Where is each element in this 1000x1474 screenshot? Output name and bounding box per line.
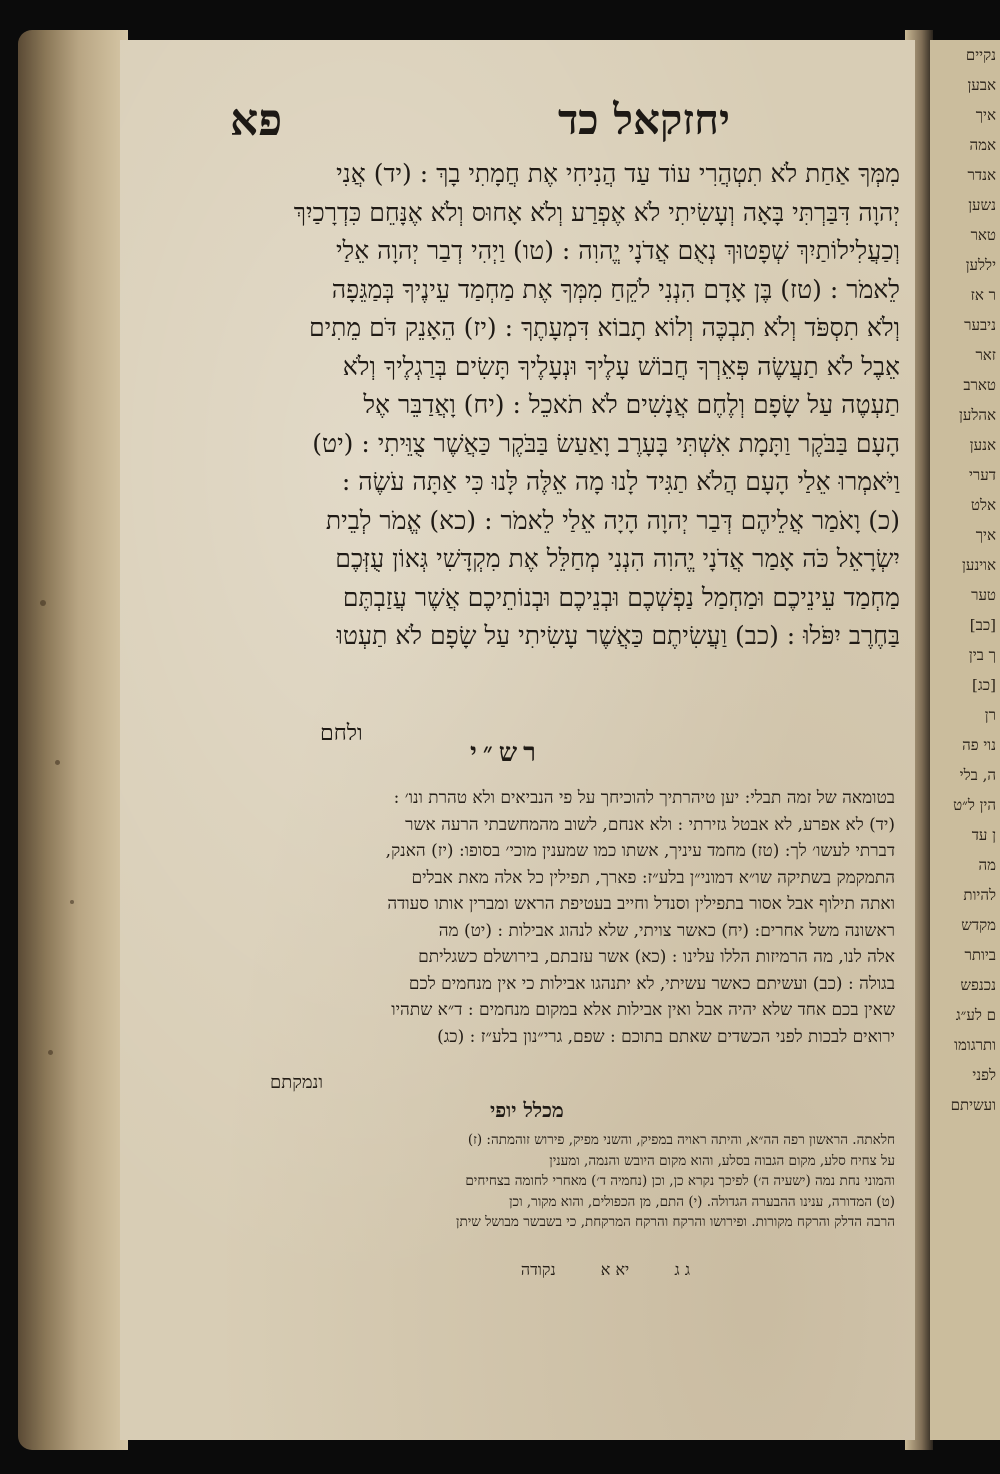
foxing-spot (55, 760, 60, 765)
next-page-fragment: רן (984, 706, 996, 724)
right-page-fragment (930, 40, 1000, 1440)
next-page-fragment: להיות (963, 886, 996, 904)
mikhlol-commentary (205, 1130, 895, 1233)
bible-text (200, 155, 900, 656)
mikhlol-heading: מכלל יופי (490, 1098, 564, 1122)
rashi-commentary (205, 785, 895, 1050)
verse-line: לֵאמֹר : (טז) בֶּן אָדָם הִנְנִי לֹקֵחַ מִמְּךָ אֶת מַחְמַד עֵינֶיךָ בְּמַגֵּפָה (331, 274, 900, 304)
rashi-line: ראשונה משל אחרים: (יח) כאשר צויתי, שלא לנהוג אבילות : (יט) מה (438, 920, 895, 941)
next-page-fragment: דערי (968, 466, 996, 484)
rashi-heading: רש״י (470, 738, 542, 768)
rashi-line: דברתי לעשו׳ לך: (טז) מחמד עיניך, אשתו כמו שמענין מוכי׳ בסופו: (יז) האנק, (385, 841, 895, 861)
next-page-fragment: [כב] (969, 616, 996, 634)
next-page-fragment: ר אז (970, 286, 996, 304)
next-page-fragment: אנדר (967, 166, 996, 184)
verse-line: מִמְּךָ אַחַת לֹא תִטְהֲרִי עוֹד עַד הֲנִיחִי אֶת חֲמָתִי בָךְ : (יד) אֲנִי (336, 159, 900, 188)
next-page-fragment: מקדש (961, 916, 996, 934)
catchword-bottom: נקודה (520, 1260, 556, 1279)
next-page-fragment: נכנפש (960, 976, 996, 994)
next-page-fragment: אנען (969, 436, 996, 454)
next-page-fragment: אמה (969, 136, 996, 154)
verse-line: בַּחֶרֶב יִפֹּלוּ : (כב) וַעֲשִׂיתֶם כַּאֲשֶׁר עָשִׂיתִי עַל שָׂפָם לֹא תַעְטוּ (336, 621, 900, 650)
next-page-fragment: ך בין (968, 646, 996, 664)
next-page-fragment: איך (975, 106, 996, 124)
next-page-fragment: לפני (972, 1066, 996, 1084)
verse-line: תַעְטֶה עַל שָׂפָם וְלֶחֶם אֲנָשִׁים לֹא תֹאכֵל : (יח) וָאֲדַבֵּר אֶל (363, 390, 900, 419)
rashi-line: בטומאה של זמה תבלי: יען טיהרתיך להוכיחך על פי הנביאים ולא טהרת ונו׳ : (393, 788, 895, 808)
book-chapter-title: יחזקאל כד (557, 95, 730, 144)
next-page-fragment: ה, בלי (959, 766, 996, 784)
next-page-fragment: טאר (970, 226, 996, 244)
next-page-fragment: [כג] (972, 676, 996, 694)
next-page-fragment: אוינען (962, 556, 996, 574)
mikhlol-line: והמוני נחת נמה (ישעיה ה׳) לפיכך נקרא כן, וכן (נחמיה ד׳) מאחרי לחומה בצחיחים (465, 1173, 895, 1189)
mikhlol-line: (ט) המדורה, ענינו ההבערה הגדולה. (י) התם, מן הכפולים, והוא מקור, וכן (509, 1193, 895, 1210)
verse-line: יִשְׂרָאֵל כֹּה אָמַר אֲדֹנָי יֱהוִה הִנְנִי מְחַלֵּל אֶת מִקְדָּשִׁי גְּאוֹן עֻזְּכֶם (335, 544, 900, 573)
foxing-spot (70, 900, 74, 904)
next-page-fragment: ן עד (971, 826, 996, 844)
next-page-fragment: אבען (967, 76, 996, 94)
rashi-line: שאין בכם אחד שלא יהיה אבל ואין אבילות אלא במקום מנחמים : ד״א שתהיו (391, 1000, 895, 1020)
rashi-line: בגולה : (כב) ועשיתם כאשר עשיתי, לא יתנהגו אבילות כי אין מנחמים לכם (408, 973, 895, 994)
rashi-line: ואתה תילוף אבל אסור בתפילין וסנדל וחייב בעטיפת הראש ומברין אותו סעודה (387, 894, 895, 914)
verse-line: אֵבֶל לֹא תַעֲשֶׂה פְּאֵרְךָ חֲבוֹשׁ עָלֶיךָ וּנְעָלֶיךָ תָּשִׂים בְּרַגְלֶיךָ וְלֹא (342, 351, 900, 381)
page-edges (18, 30, 128, 1450)
next-page-fragment: ועשיתם (950, 1096, 996, 1114)
next-page-fragment: אלט (970, 496, 996, 514)
next-page-fragment: מה (978, 856, 996, 874)
mikhlol-line: חלאתה. הראשון רפה הה״א, והיתה ראויה במפיק, והשני מפיק, פירוש זוהמתה: (ז) (467, 1132, 895, 1148)
signature-mark-right: ג ג (674, 1260, 690, 1279)
next-page-fragment: טארב (963, 376, 996, 394)
next-page-fragment: נקיים (965, 46, 996, 64)
verse-line: וַיֹּאמְרוּ אֵלַי הָעָם הֲלֹא תַגִּיד לָנוּ מָה אֵלֶּה לָּנוּ כִּי אַתָּה עֹשֶׂה : (341, 467, 900, 496)
verse-line: הָעָם בַּבֹּקֶר וַתָּמָת אִשְׁתִּי בָּעָרֶב וָאַעַשׂ בַּבֹּקֶר כַּאֲשֶׁר צֻוֵּיתִי : (יט) (312, 428, 900, 458)
foxing-spot (40, 600, 46, 606)
verse-catchword: ולחם (320, 721, 363, 746)
verse-line: וְכַעֲלִילוֹתַיִךְ שְׁפָטוּךְ נְאֻם אֲדֹנָי יֱהוִה : (טו) וַיְהִי דְבַר יְהוָה אֵלַי (335, 236, 900, 265)
next-page-fragment: הין ל״ט (953, 796, 996, 814)
next-page-fragment: אהלען (959, 406, 996, 424)
verse-line: מַחְמַד עֵינֵיכֶם וּמַחְמַל נַפְשְׁכֶם וּבְנֵיכֶם וּבְנוֹתֵיכֶם אֲשֶׁר עֲזַבְתֶּם (342, 582, 900, 612)
next-page-fragment: ביותר (964, 946, 996, 964)
rashi-catchword: ונמקתם (270, 1072, 323, 1093)
folio-number: פא (230, 95, 283, 146)
signature-line (270, 1260, 690, 1280)
mikhlol-line: הרבה הדלק והרקח מקורות. ופירושו והרקח והרקח המרקחת, כי בשבשר מבושל שיתן (456, 1214, 895, 1230)
next-page-fragment: יללען (965, 256, 996, 274)
next-page-fragment: ם לע״ג (955, 1006, 996, 1024)
next-page-fragment: זאר (975, 346, 996, 364)
rashi-line: ירואים לבכות לפני הכשדים שאתם בתוכם : שפם, גרי״נון בלע״ז : (כג) (437, 1026, 895, 1047)
signature-mark-mid: יא א (600, 1260, 630, 1279)
mikhlol-line: על צחיח סלע, מקום הגבוה בסלע, והוא מקום היובש והנמה, ומענין (549, 1152, 895, 1169)
running-header (210, 95, 810, 155)
rashi-line: התמקמק בשתיקה שו״א דמוני״ן בלע״ז: פארך, תפילין כל אלה מאת אבלים (411, 867, 895, 888)
next-page-fragment: נוי פה (962, 736, 996, 754)
verse-line: וְלֹא תִסְפֹּד וְלֹא תִבְכֶּה וְלוֹא תָבוֹא דִּמְעָתֶךָ : (יז) הֵאָנֵק דֹּם מֵתִים (309, 313, 900, 342)
rashi-line: (יד) לא אפרע, לא אבטל גזירתי : ולא אנחם, לשוב מהמחשבתי הרעה אשר (405, 814, 895, 835)
next-page-fragment: טער (971, 586, 996, 604)
next-page-fragment: ותרגומו (954, 1036, 996, 1054)
foxing-spot (48, 1050, 53, 1055)
next-page-fragment: נשען (968, 196, 996, 214)
verse-line: יְהוָה דִּבַּרְתִּי בָּאָה וְעָשִׂיתִי לֹא אֶפְרַע וְלֹא אָחוּס וְלֹא אֶנָּחֵם כִּדְרָכַיִךְ (293, 197, 900, 227)
verse-line: (כ) וָאֹמַר אֲלֵיהֶם דְּבַר יְהוָה הָיָה אֵלַי לֵאמֹר : (כא) אֱמֹר לְבֵית (325, 505, 900, 535)
rashi-line: אלה לנו, מה הרמיזות הללו עלינו : (כא) אשר עזבתם, בירושלם כשגליתם (418, 947, 895, 967)
next-page-fragment: איך (975, 526, 996, 544)
next-page-fragment: ניבער (964, 316, 996, 334)
